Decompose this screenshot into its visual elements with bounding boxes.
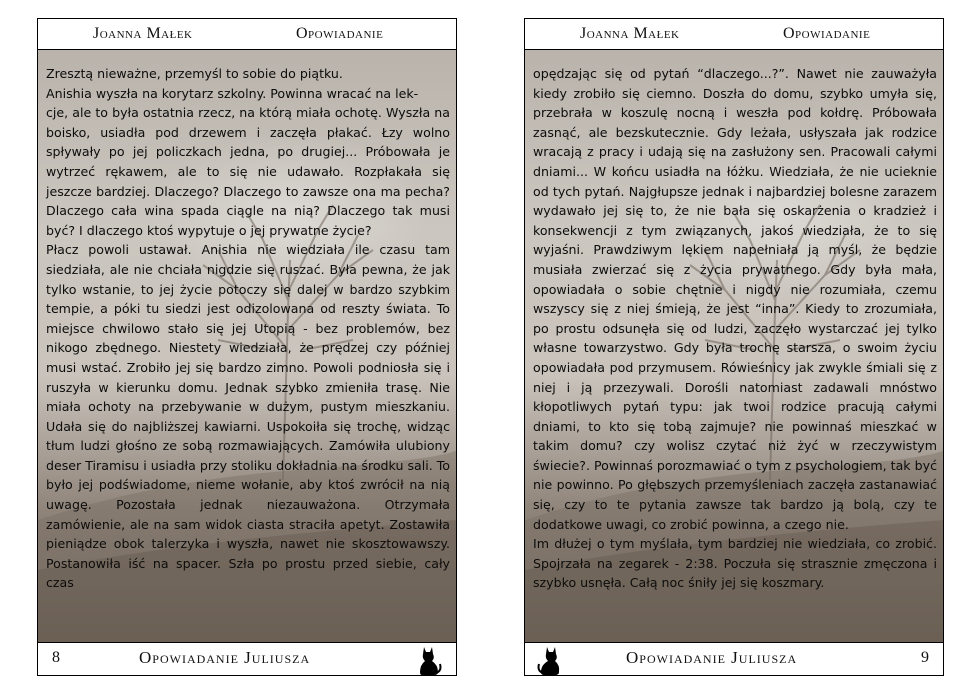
right-page (524, 18, 944, 675)
page-number: 8 (52, 649, 60, 666)
page-text: Zresztą nieważne, przemyśl to sobie do piątku. Anishia wyszła na korytarz szkolny. Powinna wracać na lek- cje, ale to była ostatnia rzecz, na którą miała ochotę. Wyszła na boisko, usiadła pod drzewem i zaczęła płakać. Łzy wolno spływały po jej policzkach jedna, po drugiej... Próbowała je wytrzeć rękawem, ale to się nie udawało. Rozpłakała się jeszcze bardziej. Dlaczego? Dlaczego to zawsze ona ma pecha? Dlaczego cała wina spada ciągle na nią? Dlaczego tak musi być? I dlaczego ktoś wypytuje o jej prywatne życie? Płacz powoli ustawał. Anishia nie wiedziała ile czasu tam siedziała, ale nie chciała nigdzie się ruszać. Była pewna, że jak tylko wstanie, to jej życie potoczy się dalej w bardzo szybkim tempie, a póki tu siedzi jest odizolowana od reszty świata. To miejsce chwilowo stało się jej Utopią - bez problemów, bez nikogo zbędnego. Niestety wiedziała, że prędzej czy później musi wstać. Zrobiło jej się bardzo zimno. Powoli podniosła się i ruszyła w kierunku domu. Jednak szybko zmieniła trasę. Nie miała ochoty na przebywanie w dużym, pustym mieszkaniu. Udała się do najbliższej kawiarni. Uspokoiła się trochę, widząc tłum ludzi głośno ze sobą rozmawiających. Zamówiła ulubiony deser Tiramisu i usiadła przy stoliku dokładnia na środku sali. To było jej podświadome, nieme wołanie, aby ktoś zwrócił na nią uwagę. Pozostała jednak niezauważona. Otrzymała zamówienie, ale na sam widok ciasta straciła apetyt. Zostawiła pieniądze obok talerzyka i wyszła, nawet nie skosztowawszy. Postanowiła iść na spacer. Szła po prostu przed siebie, cały czas (46, 66, 450, 591)
header-section: Opowiadanie (296, 25, 384, 42)
page-body (524, 50, 944, 642)
black-cat-icon (416, 644, 442, 681)
header-section: Opowiadanie (783, 25, 871, 42)
page-number: 9 (921, 649, 929, 666)
header-author: Joanna Małek (580, 25, 680, 42)
footer-title: Opowiadanie Juliusza (139, 648, 311, 667)
page-footer (524, 642, 944, 676)
page-footer (37, 642, 457, 676)
header-author: Joanna Małek (93, 25, 193, 42)
footer-title: Opowiadanie Juliusza (626, 648, 798, 667)
page-header (524, 18, 944, 50)
page-text: opędzając się od pytań “dlaczego...?”. Nawet nie zauważyła kiedy zrobiło się ciemno. Doszła do domu, szybko umyła się, przebrała w koszulę nocną i weszła pod kołdrę. Próbowała zasnąć, ale bezskutecznie. Gdy leżała, usłyszała jak rodzice wracają z pracy i udają się na zasłużony sen. Pracowali całymi dniami... W końcu usiadła na łóżku. Wiedziała, że nie ucieknie od tych pytań. Najgłupsze jednak i najbardziej bolesne zarazem wydawało jej się to, że nie bała się oskarżenia o kradzież i konsekwencji z tym związanych, jakoś wiedziała, że to się wyjaśni. Prawdziwym lękiem napełniała ją myśl, że będzie musiała zwierzać się z życia prywatnego. Gdy była mała, opowiadała o sobie chętnie i nigdy nie rozumiała, czemu wszyscy się z niej śmieją, że jest “inna”. Kiedy to zrozumiała, po prostu odsunęła się od ludzi, zaczęło wystarczać jej tylko własne towarzystwo. Gdy była trochę starsza, o swoim życiu opowiadała pod przymusem. Rówieśnicy jak zwykle śmiali się z niej i ją przezywali. Dorośli natomiast zadawali mnóstwo kłopotliwych pytań typu: jak twoi rodzice pracują całymi dniami, to kto się tobą zajmuje? nie powinnaś mieszkać w takim domu? czy wolisz czytać niż żyć w rzeczywistym świecie?. Powinnaś porozmawiać o tym z psychologiem, tak być nie powinno. Po głębszych przemyśleniach zaczęła zastanawiać się, czy to te pytania zawsze tak bardzo ją bolą, czy te dodatkowe uwagi, co zrobić powinna, a czego nie. Im dłużej o tym myślała, tym bardziej nie wiedziała, co zrobić. Spojrzała na zegarek - 2:38. Poczuła się strasznie zmęczona i szybko usnęła. Całą noc śniły jej się koszmary. (533, 66, 937, 591)
left-page (37, 18, 457, 675)
page-body (37, 50, 457, 642)
page-header (37, 18, 457, 50)
black-cat-icon (537, 644, 563, 681)
